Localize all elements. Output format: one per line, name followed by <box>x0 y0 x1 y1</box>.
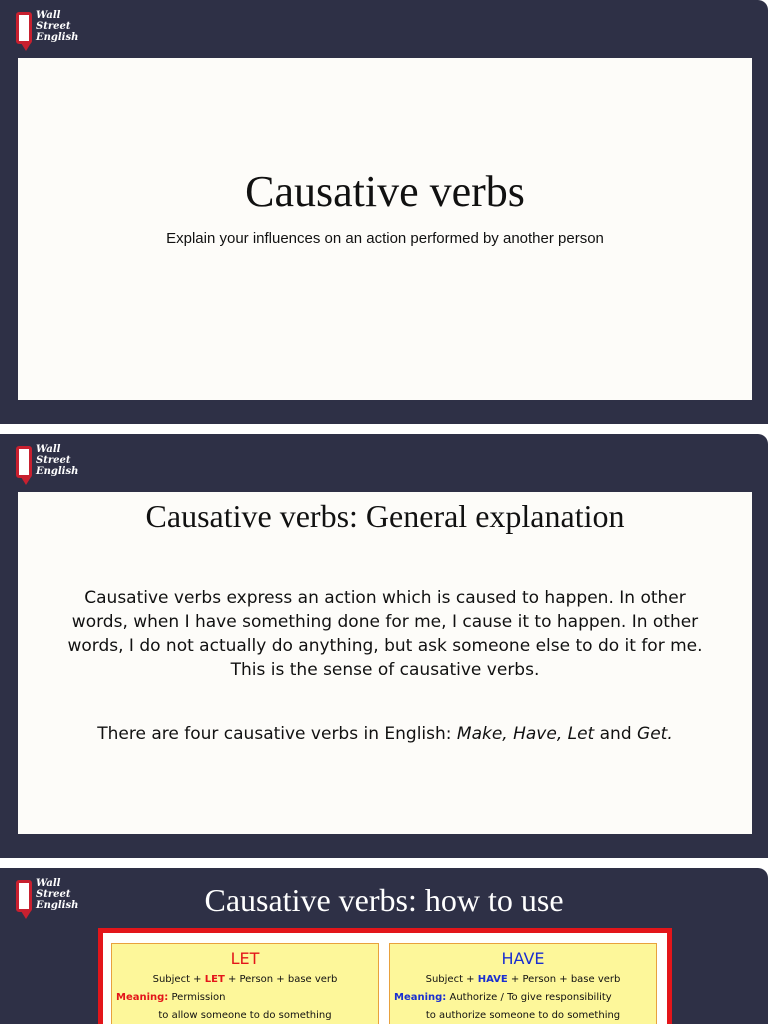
card-meaning <box>390 989 656 1007</box>
pattern-verb: LET <box>204 974 225 985</box>
slide-2-title: Causative verbs: General explanation <box>145 498 625 534</box>
slide-3-title: Causative verbs: how to use <box>204 882 564 918</box>
wall-street-english-logo <box>16 10 96 54</box>
explanation-paragraph: Causative verbs express an action which is caused to happen. In other words, when I have something done for me, I cause it to happen. In other words, I do not actually do anything, but ask someone else to do it for me. This is the sense of causative verbs. <box>67 588 703 680</box>
card-have <box>389 943 657 1024</box>
card-pattern <box>112 971 378 989</box>
four-verbs-prefix: There are four causative verbs in English: <box>97 724 457 744</box>
slide-3 <box>0 868 768 1024</box>
slide-1 <box>0 0 768 424</box>
meaning-text: Permission <box>168 992 226 1003</box>
card-definition: to authorize someone to do something <box>425 1010 621 1021</box>
four-verbs-and: and <box>594 724 638 744</box>
logo-line-3: English <box>36 466 79 477</box>
four-verbs-line <box>38 722 732 746</box>
logo-line-2: Street <box>36 21 71 32</box>
speech-bubble-icon <box>16 12 32 44</box>
wall-street-english-logo <box>16 444 96 488</box>
logo-line-3: English <box>36 900 79 911</box>
card-definition: to allow someone to do something <box>158 1010 332 1021</box>
logo-line-1: Wall <box>36 878 61 889</box>
pattern-suffix: + Person + base verb <box>224 974 338 985</box>
pattern-prefix: Subject + <box>152 974 205 985</box>
logo-line-1: Wall <box>36 10 61 21</box>
card-verb-title: LET <box>230 949 260 968</box>
pattern-suffix: + Person + base verb <box>507 974 621 985</box>
usage-table <box>98 928 672 1024</box>
slide-1-content <box>18 58 752 400</box>
meaning-label: Meaning: <box>116 992 169 1003</box>
speech-bubble-icon <box>16 446 32 478</box>
card-pattern <box>390 971 656 989</box>
meaning-text: Authorize / To give responsibility <box>446 992 612 1003</box>
slide-1-subtitle: Explain your influences on an action performed by another person <box>166 230 604 247</box>
logo-line-2: Street <box>36 455 71 466</box>
card-verb-title: HAVE <box>501 949 545 968</box>
logo-line-1: Wall <box>36 444 61 455</box>
card-let <box>111 943 379 1024</box>
logo-line-3: English <box>36 32 79 43</box>
four-verbs-list: Make, Have, Let <box>456 724 595 744</box>
slide-2-content <box>18 492 752 834</box>
slide-1-title: Causative verbs <box>245 167 525 216</box>
logo-line-2: Street <box>36 889 71 900</box>
four-verbs-last: Get. <box>637 724 673 744</box>
slide-2 <box>0 434 768 858</box>
card-meaning <box>112 989 378 1007</box>
pattern-prefix: Subject + <box>425 974 478 985</box>
pattern-verb: HAVE <box>477 974 508 985</box>
meaning-label: Meaning: <box>394 992 447 1003</box>
